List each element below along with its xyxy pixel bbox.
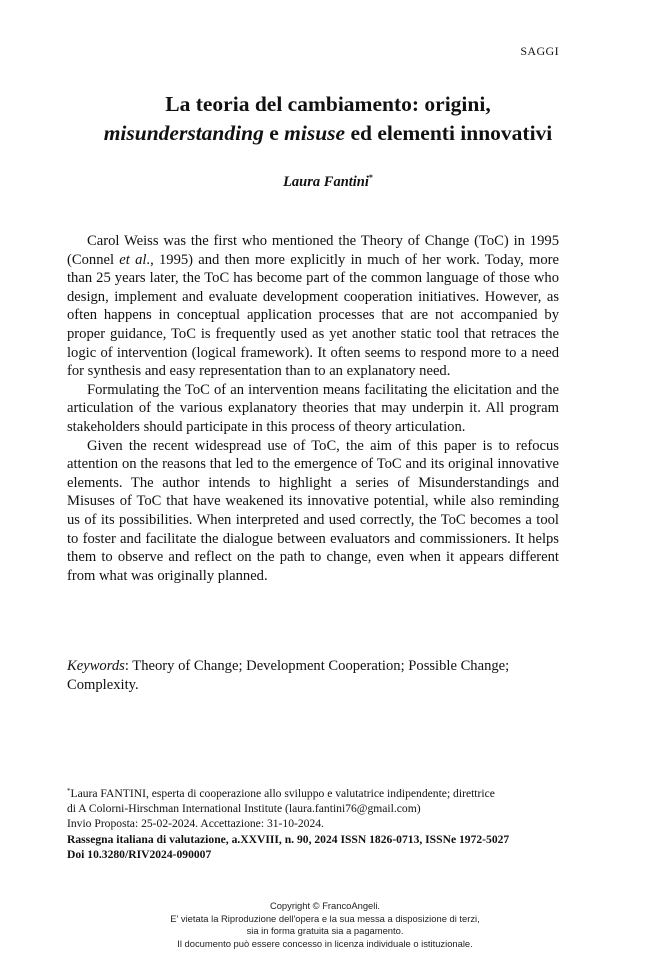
abstract <box>67 232 559 585</box>
keywords <box>67 657 559 694</box>
footnote-doi: Doi 10.3280/RIV2024-090007 <box>67 847 212 861</box>
abstract-p1-etal: et al <box>119 251 147 268</box>
footnote-line-2: di A Colorni-Hirschman International Institute (laura.fantini76@gmail.com) <box>67 802 421 816</box>
footnote <box>67 784 567 862</box>
title-italic-misuse: misuse <box>284 121 346 145</box>
author-footnote-mark: * <box>368 173 373 182</box>
title-italic-misunderstanding: misunderstanding <box>103 121 264 145</box>
abstract-paragraph-3: Given the recent widespread use of ToC, the aim of this paper is to refocus attention on the reasons that led to the emergence of ToC and its original innovative elements. The author intends to highlight a series of Misunderstandings and Misuses of ToC that have weakened its innovative potential, while also reminding us of its possibilities. When interpreted and used correctly, the ToC becomes a tool to foster and facilitate the dialogue between evaluators and commissioners. It helps them to observe and reflect on the path to change, even when it appears different from what was originally planned. <box>67 437 559 584</box>
copyright-notice <box>100 900 550 950</box>
footnote-mark: * <box>67 787 71 795</box>
copyright-line-2: E' vietata la Riproduzione dell'opera e la sua messa a disposizione di terzi, <box>170 912 480 924</box>
paper-title <box>60 90 596 148</box>
keywords-text: : Theory of Change; Development Cooperation; Possible Change; Complexity. <box>67 658 510 693</box>
footnote-line-1-text: Laura FANTINI, esperta di cooperazione allo sviluppo e valutatrice indipendente; direttrice <box>70 787 495 800</box>
copyright-line-3: sia in forma gratuita sia a pagamento. <box>246 925 404 937</box>
author-name <box>60 173 596 191</box>
title-end: ed elementi innovativi <box>345 121 553 145</box>
keywords-label: Keywords <box>67 658 125 674</box>
footnote-line-1 <box>67 784 567 801</box>
copyright-line-4: Il documento può essere concesso in licenza individuale o istituzionale. <box>177 937 473 949</box>
section-tag: SAGGI <box>520 44 559 58</box>
title-line-1: La teoria del cambiamento: origini, <box>165 92 491 116</box>
abstract-p1-part-a: Carol Weiss was the first who mentioned the Theory of Change (ToC) in 1995 (Connel <box>67 233 559 268</box>
footnote-dates: Invio Proposta: 25-02-2024. Accettazione: 31-10-2024. <box>67 817 324 831</box>
author-name-text: Laura Fantini <box>283 174 369 190</box>
abstract-paragraph-2: Formulating the ToC of an intervention means facilitating the elicitation and the articulation of the various explanatory theories that may underpin it. All program stakeholders should participate in this process of theory articulation. <box>67 381 559 435</box>
title-conjunction: e <box>263 121 285 145</box>
title-line-2 <box>60 119 596 148</box>
abstract-paragraph-1 <box>67 232 559 381</box>
copyright-line-1: Copyright © FrancoAngeli. <box>269 900 381 911</box>
abstract-p1-part-b: ., 1995) and then more explicitly in much of her work. Today, more than 25 years later, the ToC has become part of the common language of those who design, implement and evaluate development cooperation initiatives. However, as often happens in conceptual application processes that are not accompanied by proper guidance, ToC is frequently used as yet another static tool that retraces the logic of intervention (logical framework). It often seems to respond more to a need for synthesis and easy representation than to an explanatory need. <box>67 251 559 380</box>
footnote-journal: Rassegna italiana di valutazione, a.XXVIII, n. 90, 2024 ISSN 1826-0713, ISSNe 1972-5027 <box>67 832 510 846</box>
